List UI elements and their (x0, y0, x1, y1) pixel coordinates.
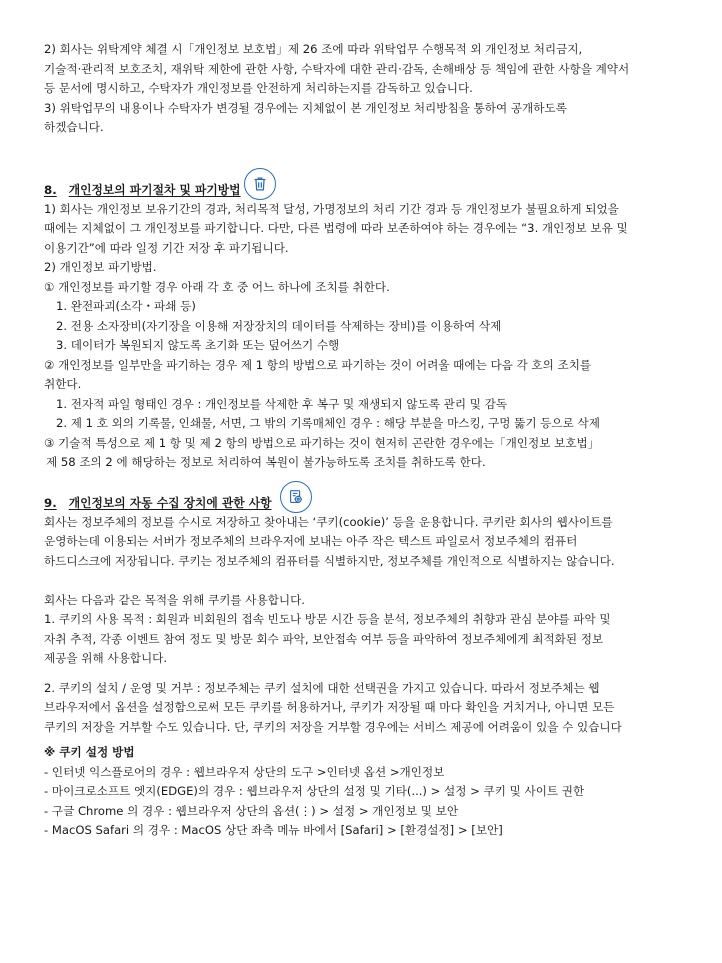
section-9-heading (44, 494, 272, 511)
list-item: - MacOS Safari 의 경우 : MacOS 상단 좌측 메뉴 바에서 [Safari] > [환경설정] > [보안] (44, 823, 503, 837)
list-item: 2. 전용 소자장비(자기장을 이용해 저장장치의 데이터를 삭제하는 장비)를 이용하여 삭제 (56, 318, 502, 333)
paragraph-line: 취한다. (44, 377, 82, 391)
paragraph-line: 제공을 위해 사용합니다. (44, 651, 168, 665)
paragraph-line: ② 개인정보를 일부만을 파기하는 경우 제 1 항의 방법으로 파기하는 것이 어려울 때에는 다음 각 호의 조치를 (44, 357, 592, 372)
section-8-body (44, 200, 684, 473)
cookie-settings-title: ※ 쿠키 설정 방법 (44, 745, 135, 759)
paragraph-line: ① 개인정보를 파기할 경우 아래 각 호 중 어느 하나에 조치를 취한다. (44, 279, 390, 294)
section-8-heading (44, 181, 241, 198)
paragraph-line: 2. 쿠키의 설치 / 운영 및 거부 : 정보주체는 쿠키 설치에 대한 선택권을 가지고 있습니다. 따라서 정보주체는 웹 (44, 680, 600, 695)
paragraph-line: 운영하는데 이용되는 서버가 정보주체의 브라우저에 보내는 아주 작은 텍스트 파일로서 정보주체의 컴퓨터 (44, 534, 578, 548)
section-title: 개인정보의 자동 수집 장치에 관한 사항 (68, 495, 272, 510)
paragraph-line: 이용기간”에 따라 일정 기간 저장 후 파기됩니다. (44, 240, 289, 255)
section-number: 9. (44, 495, 57, 510)
paragraph-line: 기술적·관리적 보호조치, 재위탁 제한에 관한 사항, 수탁자에 대한 관리·감독, 손해배상 등 책임에 관한 사항을 계약서 (44, 61, 630, 76)
paragraph-line: 1) 회사는 개인정보 보유기간의 경과, 처리목적 달성, 가명정보의 처리 기간 경과 등 개인정보가 불필요하게 되었을 (44, 201, 619, 216)
paragraph-line: 하겠습니다. (44, 120, 104, 134)
paragraph-line: 때에는 지체없이 그 개인정보를 파기합니다. 다만, 다른 법령에 따라 보존하여야 하는 경우에는 “3. 개인정보 보유 및 (44, 221, 628, 235)
paragraph-line: 2) 회사는 위탁계약 체결 시「개인정보 보호법」제 26 조에 따라 위탁업무 수행목적 외 개인정보 처리금지, (44, 42, 583, 56)
paragraph-line: 3) 위탁업무의 내용이나 수탁자가 변경될 경우에는 지체없이 본 개인정보 처리방침을 통하여 공개하도록 (44, 100, 567, 115)
paragraph-line: 제 58 조의 2 에 해당하는 정보로 처리하여 복원이 불가능하도록 조치를 취하도록 한다. (46, 455, 486, 469)
paragraph-line: 자취 추적, 각종 이벤트 참여 정도 및 방문 회수 파악, 보안접속 여부 등을 파악하여 정보주체에게 최적화된 정보 (44, 631, 604, 646)
paragraph-line: 회사는 정보주체의 정보를 수시로 저장하고 찾아내는 ‘쿠키(cookie)’ 등을 운용합니다. 쿠키란 회사의 웹사이트를 (44, 514, 613, 529)
list-item: 3. 데이터가 복원되지 않도록 초기화 또는 덮어쓰기 수행 (56, 338, 340, 352)
list-item: 1. 완전파괴(소각・파쇄 등) (56, 299, 196, 313)
paragraph-line: 쿠키의 저장을 거부할 수도 있습니다. 단, 쿠키의 저장을 거부할 경우에는 서비스 제공에 어려움이 있을 수 있습니다 (44, 719, 622, 734)
list-item: 2. 제 1 호 외의 기록물, 인쇄물, 서면, 그 밖의 기록매체인 경우 : 해당 부분을 마스킹, 구멍 뚫기 등으로 삭제 (56, 416, 600, 430)
paragraph-line: 하드디스크에 저장됩니다. 쿠키는 정보주체의 컴퓨터를 식별하지만, 정보주체를 개인적으로 식별하지는 않습니다. (44, 553, 615, 568)
paragraph-line: ③ 기술적 특성으로 제 1 항 및 제 2 항의 방법으로 파기하는 것이 현저히 곤란한 경우에는「개인정보 보호법」 (44, 435, 600, 450)
section-9-body (44, 513, 684, 841)
gear-document-icon (280, 481, 312, 513)
paragraph-line: 등 문서에 명시하고, 수탁자가 개인정보를 안전하게 처리하는지를 감독하고 있습니다. (44, 81, 473, 95)
list-item: - 마이크로소프트 엣지(EDGE)의 경우 : 웹브라우저 상단의 설정 및 기타(...) > 설정 > 쿠키 및 사이트 권한 (44, 784, 585, 798)
paragraph-line: 회사는 다음과 같은 목적을 위해 쿠키를 사용합니다. (44, 592, 305, 607)
list-item: 1. 전자적 파일 형태인 경우 : 개인정보를 삭제한 후 복구 및 재생되지 않도록 관리 및 감독 (56, 396, 508, 411)
paragraph-line: 1. 쿠키의 사용 목적 : 회원과 비회원의 접속 빈도나 방문 시간 등을 분석, 정보주체의 취향과 관심 분야를 파악 및 (44, 612, 611, 626)
section-7-continued (44, 40, 684, 138)
section-number: 8. (44, 182, 57, 197)
paragraph-line: 브라우저에서 옵션을 설정함으로써 모든 쿠키를 허용하거나, 쿠키가 저장될 때 마다 확인을 거치거나, 아니면 모든 (44, 700, 615, 714)
list-item: - 인터넷 익스플로어의 경우 : 웹브라우저 상단의 도구 >인터넷 옵션 >개인정보 (44, 764, 445, 779)
trash-icon (244, 168, 276, 200)
section-9-heading-row (44, 487, 684, 511)
document-body (44, 40, 684, 841)
section-title: 개인정보의 파기절차 및 파기방법 (68, 182, 241, 197)
list-item: - 구글 Chrome 의 경우 : 웹브라우저 상단의 옵션(⋮) > 설정 > 개인정보 및 보안 (44, 803, 459, 818)
section-8-heading-row (44, 174, 684, 198)
paragraph-line: 2) 개인정보 파기방법. (44, 260, 157, 274)
